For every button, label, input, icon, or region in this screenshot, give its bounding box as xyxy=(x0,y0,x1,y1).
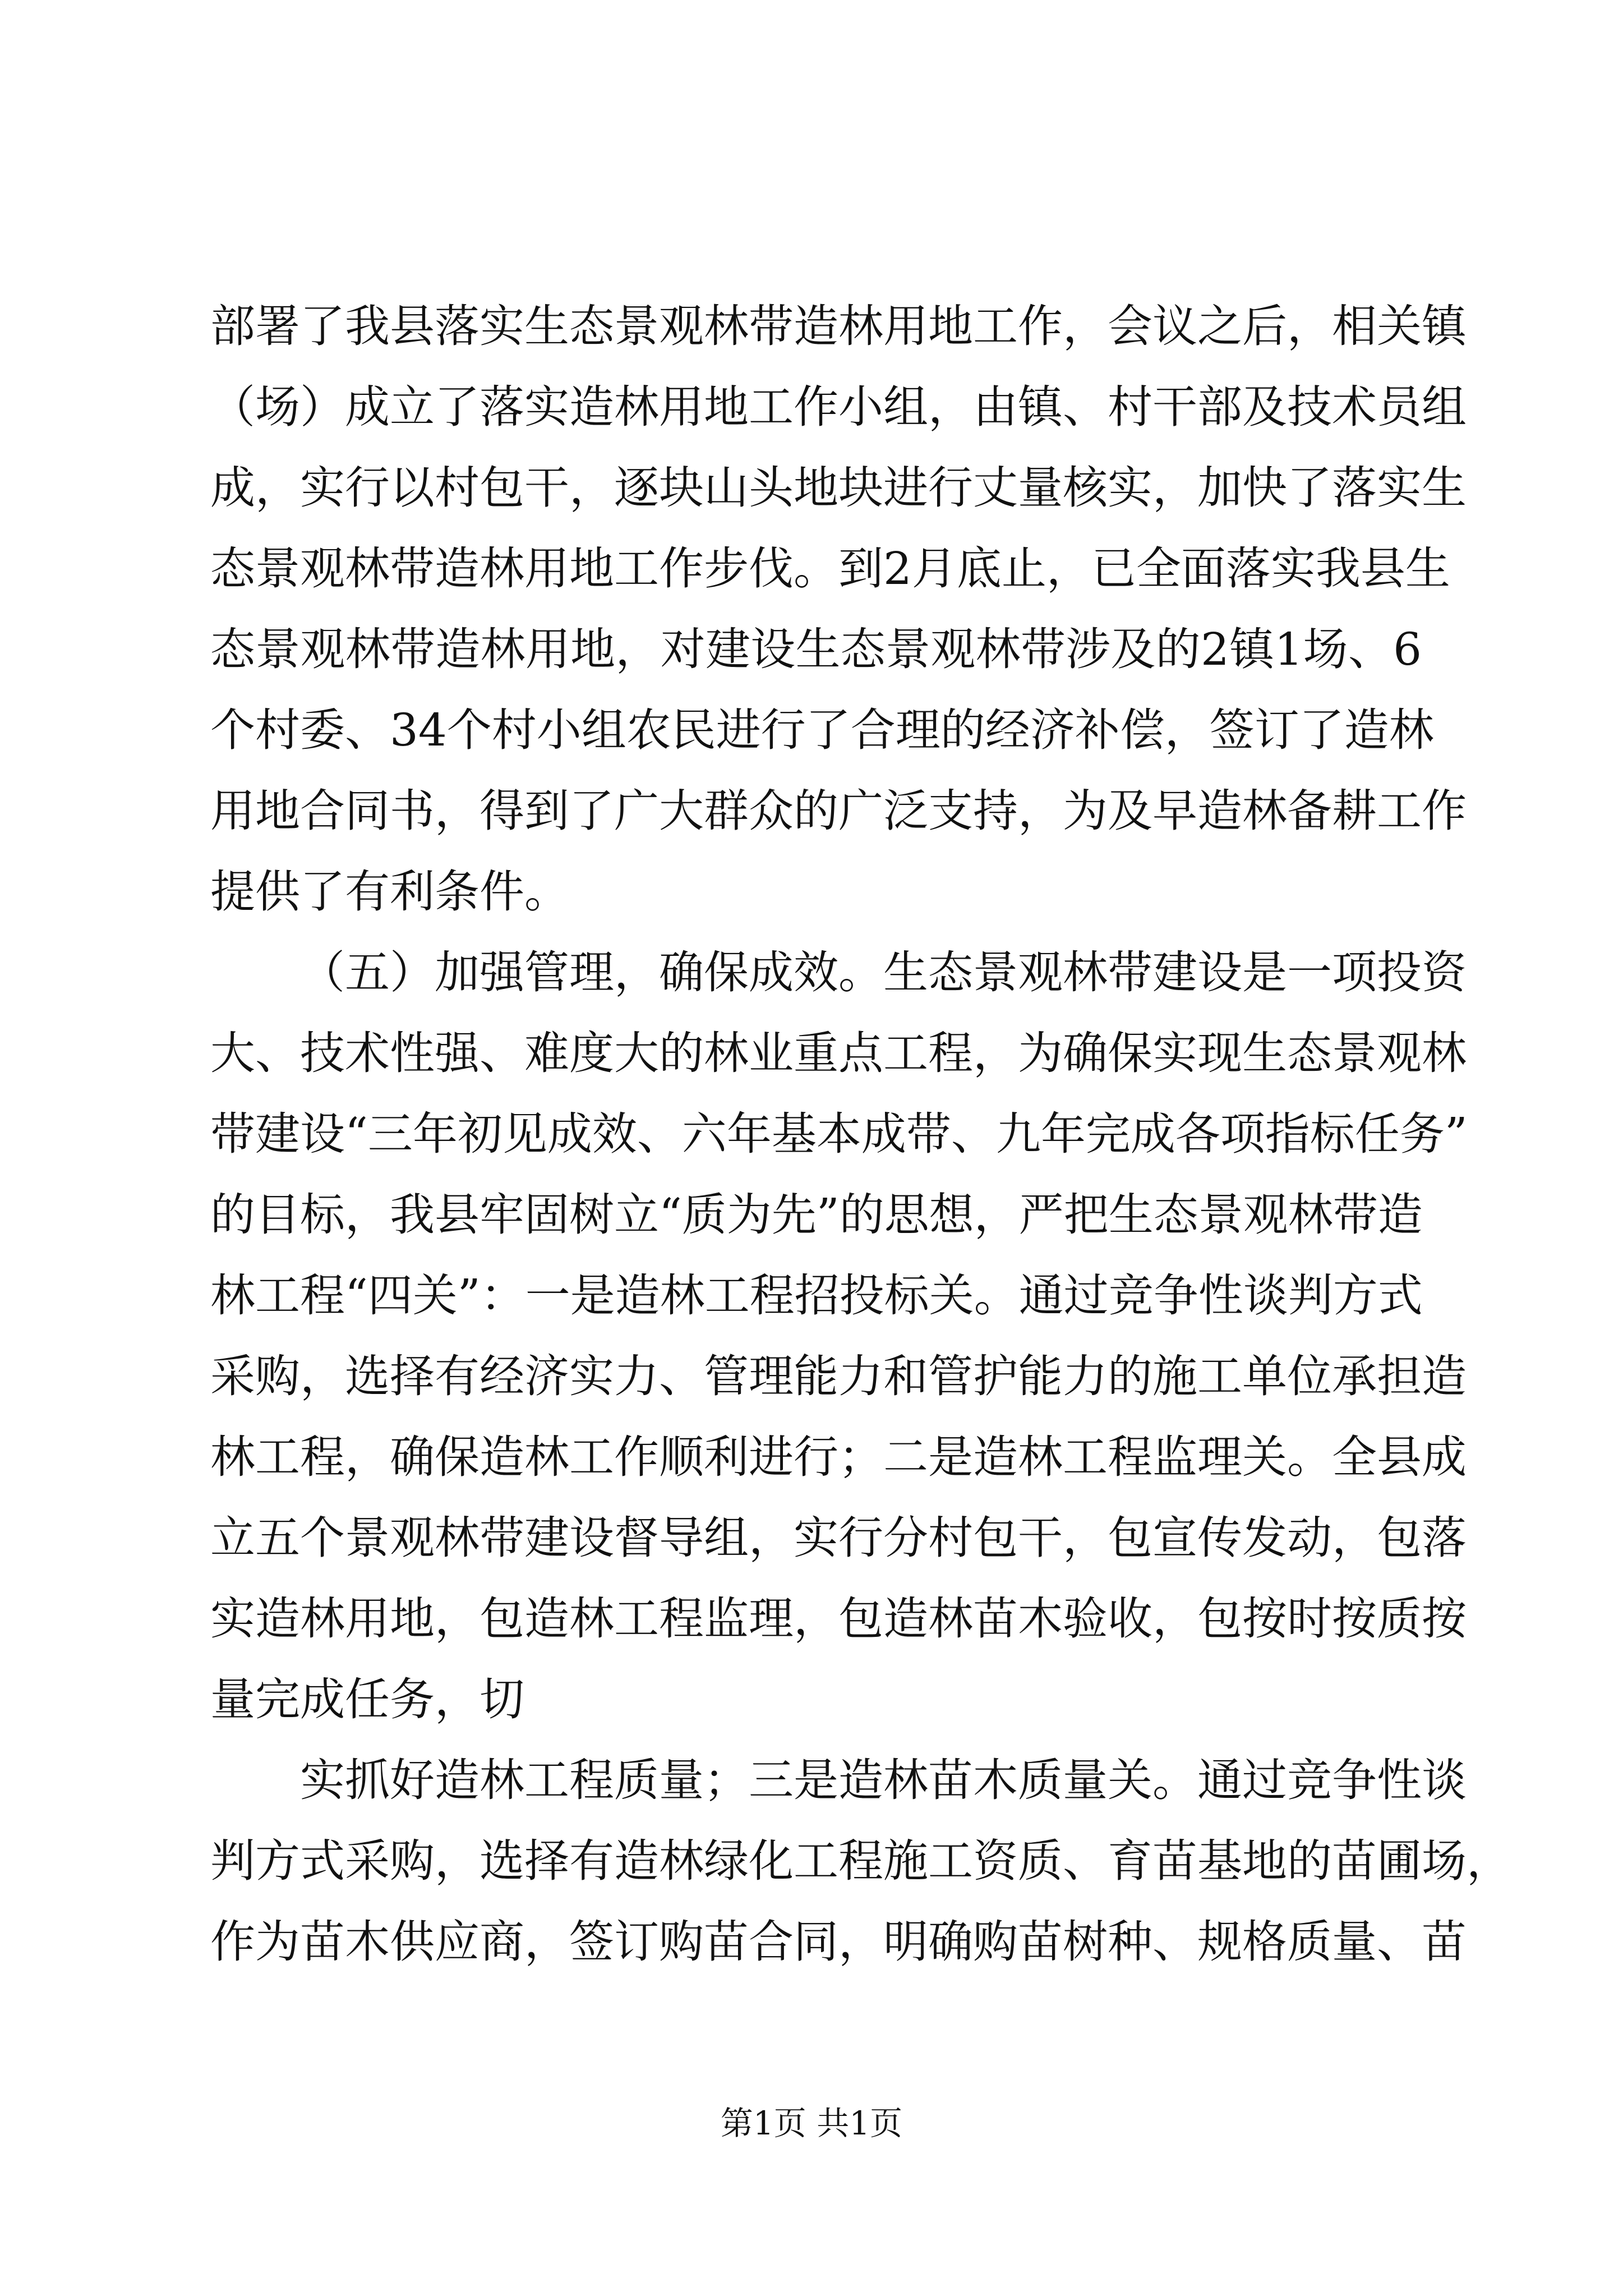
text-line: 林工程“四关”：一是造林工程招投标关。通过竞争性谈判方式 xyxy=(210,1269,1423,1322)
text-line: 判方式采购，选择有造林绿化工程施工资质、育苗基地的苗圃场， xyxy=(210,1835,1511,1887)
text-line: 个村委、34个村小组农民进行了合理的经济补偿，签订了造林 xyxy=(210,704,1434,756)
text-line: 实抓好造林工程质量；三是造林苗木质量关。通过竞争性谈 xyxy=(300,1754,1467,1806)
text-line: 量完成任务，切 xyxy=(210,1673,524,1726)
text-line: 实造林用地，包造林工程监理，包造林苗木验收，包按时按质按 xyxy=(210,1593,1467,1645)
text-line: 态景观林带造林用地，对建设生态景观林带涉及的2镇1场、6 xyxy=(210,623,1422,675)
text-line: 大、技术性强、难度大的林业重点工程，为确保实现生态景观林 xyxy=(210,1027,1467,1079)
text-line: 部署了我县落实生态景观林带造林用地工作，会议之后，相关镇 xyxy=(210,300,1467,352)
text-line: （五）加强管理，确保成效。生态景观林带建设是一项投资 xyxy=(300,946,1467,999)
text-line: 带建设“三年初见成效、六年基本成带、九年完成各项指标任务” xyxy=(210,1108,1468,1160)
text-line: 成，实行以村包干，逐块山头地块进行丈量核实，加快了落实生 xyxy=(210,462,1467,514)
text-line: 林工程，确保造林工作顺利进行；二是造林工程监理关。全县成 xyxy=(210,1431,1467,1483)
page-number-footer: 第1页 共1页 xyxy=(720,2104,903,2142)
text-line: 的目标，我县牢固树立“质为先”的思想，严把生态景观林带造 xyxy=(210,1189,1423,1241)
text-line: 用地合同书，得到了广大群众的广泛支持，为及早造林备耕工作 xyxy=(210,785,1467,837)
text-line: 提供了有利条件。 xyxy=(210,866,569,918)
text-line: 态景观林带造林用地工作步伐。到2月底止，已全面落实我县生 xyxy=(210,542,1450,595)
text-line: 采购，选择有经济实力、管理能力和管护能力的施工单位承担造 xyxy=(210,1350,1467,1402)
body-text xyxy=(210,286,1511,1982)
text-line: 作为苗木供应商，签订购苗合同，明确购苗树种、规格质量、苗 xyxy=(210,1916,1467,1968)
text-line: 立五个景观林带建设督导组，实行分村包干，包宣传发动，包落 xyxy=(210,1512,1467,1564)
text-line: （场）成立了落实造林用地工作小组，由镇、村干部及技术员组 xyxy=(210,381,1467,433)
